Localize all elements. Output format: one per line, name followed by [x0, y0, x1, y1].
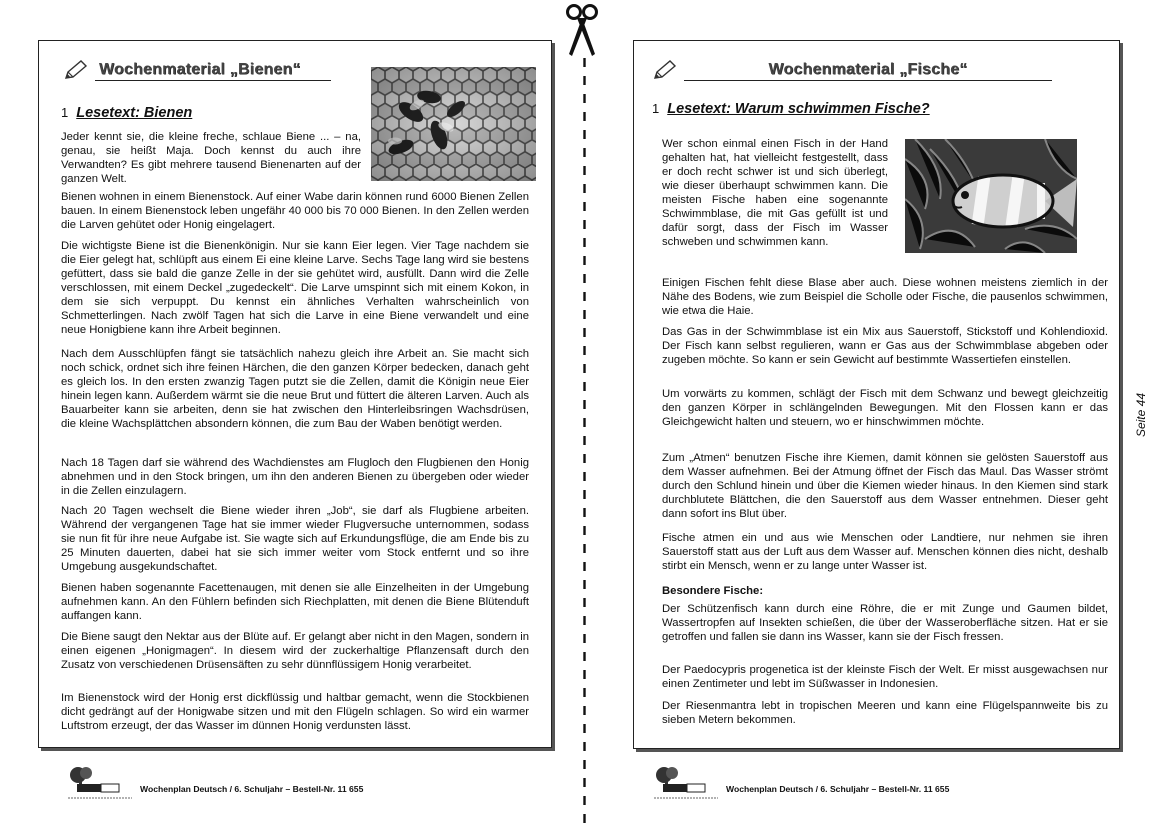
worksheet-bienen: [38, 40, 552, 748]
clownfish-photo: [905, 139, 1077, 253]
paragraph: Bienen haben sogenannte Facettenaugen, mit denen sie alle Einzelheiten in der Umgebung aufnehmen kann. An den Fühlern befinden sich Riechplatten, mit denen die Biene Blütenduft auffangen kann.: [61, 582, 529, 622]
paragraph: Nach 20 Tagen wechselt die Biene wieder ihren „Job“, sie darf als Flugbiene arbeiten. Während der vergangenen Tage hat sie immer wieder Flugversuche unternommen, sodass sie nun fit für ihre neue Aufgabe ist. Sie wagte sich auf Erkundungsflüge, die am Ende bis zu 25 Minuten dauerten, dabei hat sie sich immer weiter vom Stock entfernt und so ihre Umgebung ausgekundschaftet.: [61, 505, 529, 573]
paragraph: Fische atmen ein und aus wie Menschen oder Landtiere, nur nehmen sie ihren Sauerstoff statt aus der Luft aus dem Wasser auf. Menschen können dies nicht, deshalb stirbt ein Mensch, wenn er zu lange unter Wasser ist.: [662, 532, 1108, 572]
pencil-icon: [63, 59, 89, 81]
kohl-verlag-logo: [650, 766, 722, 802]
page-title: Wochenmaterial „Fische“: [684, 61, 1052, 81]
paragraph: Die Biene saugt den Nektar aus der Blüte auf. Er gelangt aber nicht in den Magen, sondern in einen eigenen „Honigmagen“. In diesem wird der zuckerhaltige Pflanzensaft durch den Zusatz von verschiedenen Drüsensäften zu sehr dünnflüssigem Honig verarbeitet.: [61, 631, 529, 671]
page-title: Wochenmaterial „Bienen“: [95, 61, 331, 81]
section-title: Lesetext: Bienen: [76, 105, 193, 121]
kohl-verlag-logo: [64, 766, 136, 802]
section-number: 1: [61, 105, 69, 120]
page-number-label: Seite 44: [1134, 392, 1148, 438]
paragraph: Der Riesenmantra lebt in tropischen Meeren und kann eine Flügelspannweite bis zu sieben Metern bekommen.: [662, 700, 1108, 726]
scissors-icon: [562, 2, 602, 58]
paragraph: Wer schon einmal einen Fisch in der Hand gehalten hat, hat vielleicht festgestellt, dass er doch recht schwer ist und sich überlegt, wie dieser überhaupt schwimmen kann. Die meisten Fische haben eine sogenannte Schwimmblase, die mit Gas gefüllt ist und dafür sorgt, dass der Fisch im Wasser schweben und schwimmen kann.: [662, 138, 888, 248]
honeycomb-bees-photo: [371, 67, 536, 181]
paragraph: Jeder kennt sie, die kleine freche, schlaue Biene ... – na, genau, sie heißt Maja. Doch kennst du auch ihre Verwandten? Es gibt mehrere tausend Bienenarten auf der ganzen Welt.: [61, 131, 361, 185]
cut-line: [583, 58, 586, 827]
paragraph: Nach 18 Tagen darf sie während des Wachdienstes am Flugloch den Flugbienen den Honig abnehmen und in den Stock bringen, um ihn den anderen Bienen zu übergeben oder wieder in die Zellen einzulagern.: [61, 457, 529, 497]
footer-text: Wochenplan Deutsch / 6. Schuljahr – Bestell-Nr. 11 655: [140, 784, 364, 794]
footer-right: [650, 766, 949, 802]
worksheet-fische: [633, 40, 1120, 749]
paragraph: Der Schützenfisch kann durch eine Röhre, die er mit Zunge und Gaumen bildet, Wassertropfen auf Insekten schießen, die über der Wasseroberfläche sitzen. Hat er sie getroffen und fallen sie dann ins Wasser, kann sie der Fisch fressen.: [662, 603, 1108, 643]
paragraph: Einigen Fischen fehlt diese Blase aber auch. Diese wohnen meistens ziemlich in der Nähe des Bodens, wie zum Beispiel die Scholle oder Fische, die pausenlos schwimmen, wie etwa die Haie.: [662, 277, 1108, 317]
page-number: [1130, 380, 1150, 450]
paragraph: Zum „Atmen“ benutzen Fische ihre Kiemen, damit können sie gelösten Sauerstoff aus dem Wasser aufnehmen. Bei der Atmung öffnet der Fisch das Maul. Das Wasser strömt durch den Schlund hinein und über die Kiemen wieder hinaus. In den Kiemen sind stark durchblutete Blättchen, die den Sauerstoff aus dem Wasser entnehmen. Dieser geht dann sofort ins Blut über.: [662, 452, 1108, 520]
paragraph: Das Gas in der Schwimmblase ist ein Mix aus Sauerstoff, Stickstoff und Kohlendioxid. Der Fisch kann selbst regulieren, wann er Gas aus der Schwimmblase abgeben oder zugeben möchte. So kann er sein Gewicht auf bestimmte Wassertiefen einstellen.: [662, 326, 1108, 366]
section-heading: [652, 101, 930, 117]
paragraph: Der Paedocypris progenetica ist der kleinste Fisch der Welt. Er misst ausgewachsen nur einen Zentimeter und lebt im Süßwasser in Indonesien.: [662, 664, 1108, 690]
section-number: 1: [652, 101, 660, 116]
title-row: [652, 59, 1052, 81]
footer-left: [64, 766, 363, 802]
paragraph: Die wichtigste Biene ist die Bienenkönigin. Nur sie kann Eier legen. Vier Tage nachdem sie die Eier gelegt hat, schlüpft aus einem Ei eine kleine Larve. Sechs Tage lang wird sie bestens gefüttert, dass sie bald die ganze Zelle in der sie gehütet wird, ausfüllt. Dann wird die Zelle verschlossen, mit einem Deckel „zugedeckelt“. Die Larve umspinnt sich mit einem Kokon, in dem sie sich verpuppt. Du kennst ein ähnliches Verhalten wahrscheinlich von Schmetterlingen. Nach zwölf Tagen hat sich die Larve in eine Biene verwandelt und eine neue Honigbiene kann ihre Arbeit beginnen.: [61, 240, 529, 336]
footer-text: Wochenplan Deutsch / 6. Schuljahr – Bestell-Nr. 11 655: [726, 784, 950, 794]
pencil-icon: [652, 59, 678, 81]
paragraph: Um vorwärts zu kommen, schlägt der Fisch mit dem Schwanz und bewegt gleichzeitig den ganzen Körper in schlängelnden Bewegungen. Mit den Flossen kann er das Gleichgewicht halten und steuern, wo er hinschwimmen möchte.: [662, 388, 1108, 428]
subheading: Besondere Fische:: [662, 585, 764, 597]
paragraph: Im Bienenstock wird der Honig erst dickflüssig und haltbar gemacht, wenn die Stockbienen dicht gedrängt auf der Honigwabe sitzen und mit den Flügeln schlagen. So wird ein warmer Luftstrom erzeugt, der das Wasser im dünnen Honig verdunsten lässt.: [61, 692, 529, 732]
paragraph: Nach dem Ausschlüpfen fängt sie tatsächlich nahezu gleich ihre Arbeit an. Sie macht sich noch schick, ordnet sich ihre feinen Härchen, die den ganzen Körper bedecken, danach geht es gleich los. In den ersten zwanzig Tagen putzt sie die Zellen, damit die Königin neue Eier hinein legen kann. Außerdem wärmt sie die neue Brut und füttert die älteren Larven. Auch als Bauarbeiter kann sie arbeiten, denn sie hat zwischen den Hinterleibsringen Wachsdrüsen, die kleine Wachsplättchen absondern können, die zum Bau der Waben benötigt werden.: [61, 348, 529, 430]
title-row: [63, 59, 331, 81]
section-heading: [61, 105, 192, 121]
paragraph: Bienen wohnen in einem Bienenstock. Auf einer Wabe darin können rund 6000 Bienen Zellen bauen. In einem Bienenstock leben ungefähr 40 000 bis 70 000 Bienen. In den Zellen werden die Larven gehütet oder Honig eingelagert.: [61, 191, 529, 231]
section-title: Lesetext: Warum schwimmen Fische?: [667, 101, 930, 117]
